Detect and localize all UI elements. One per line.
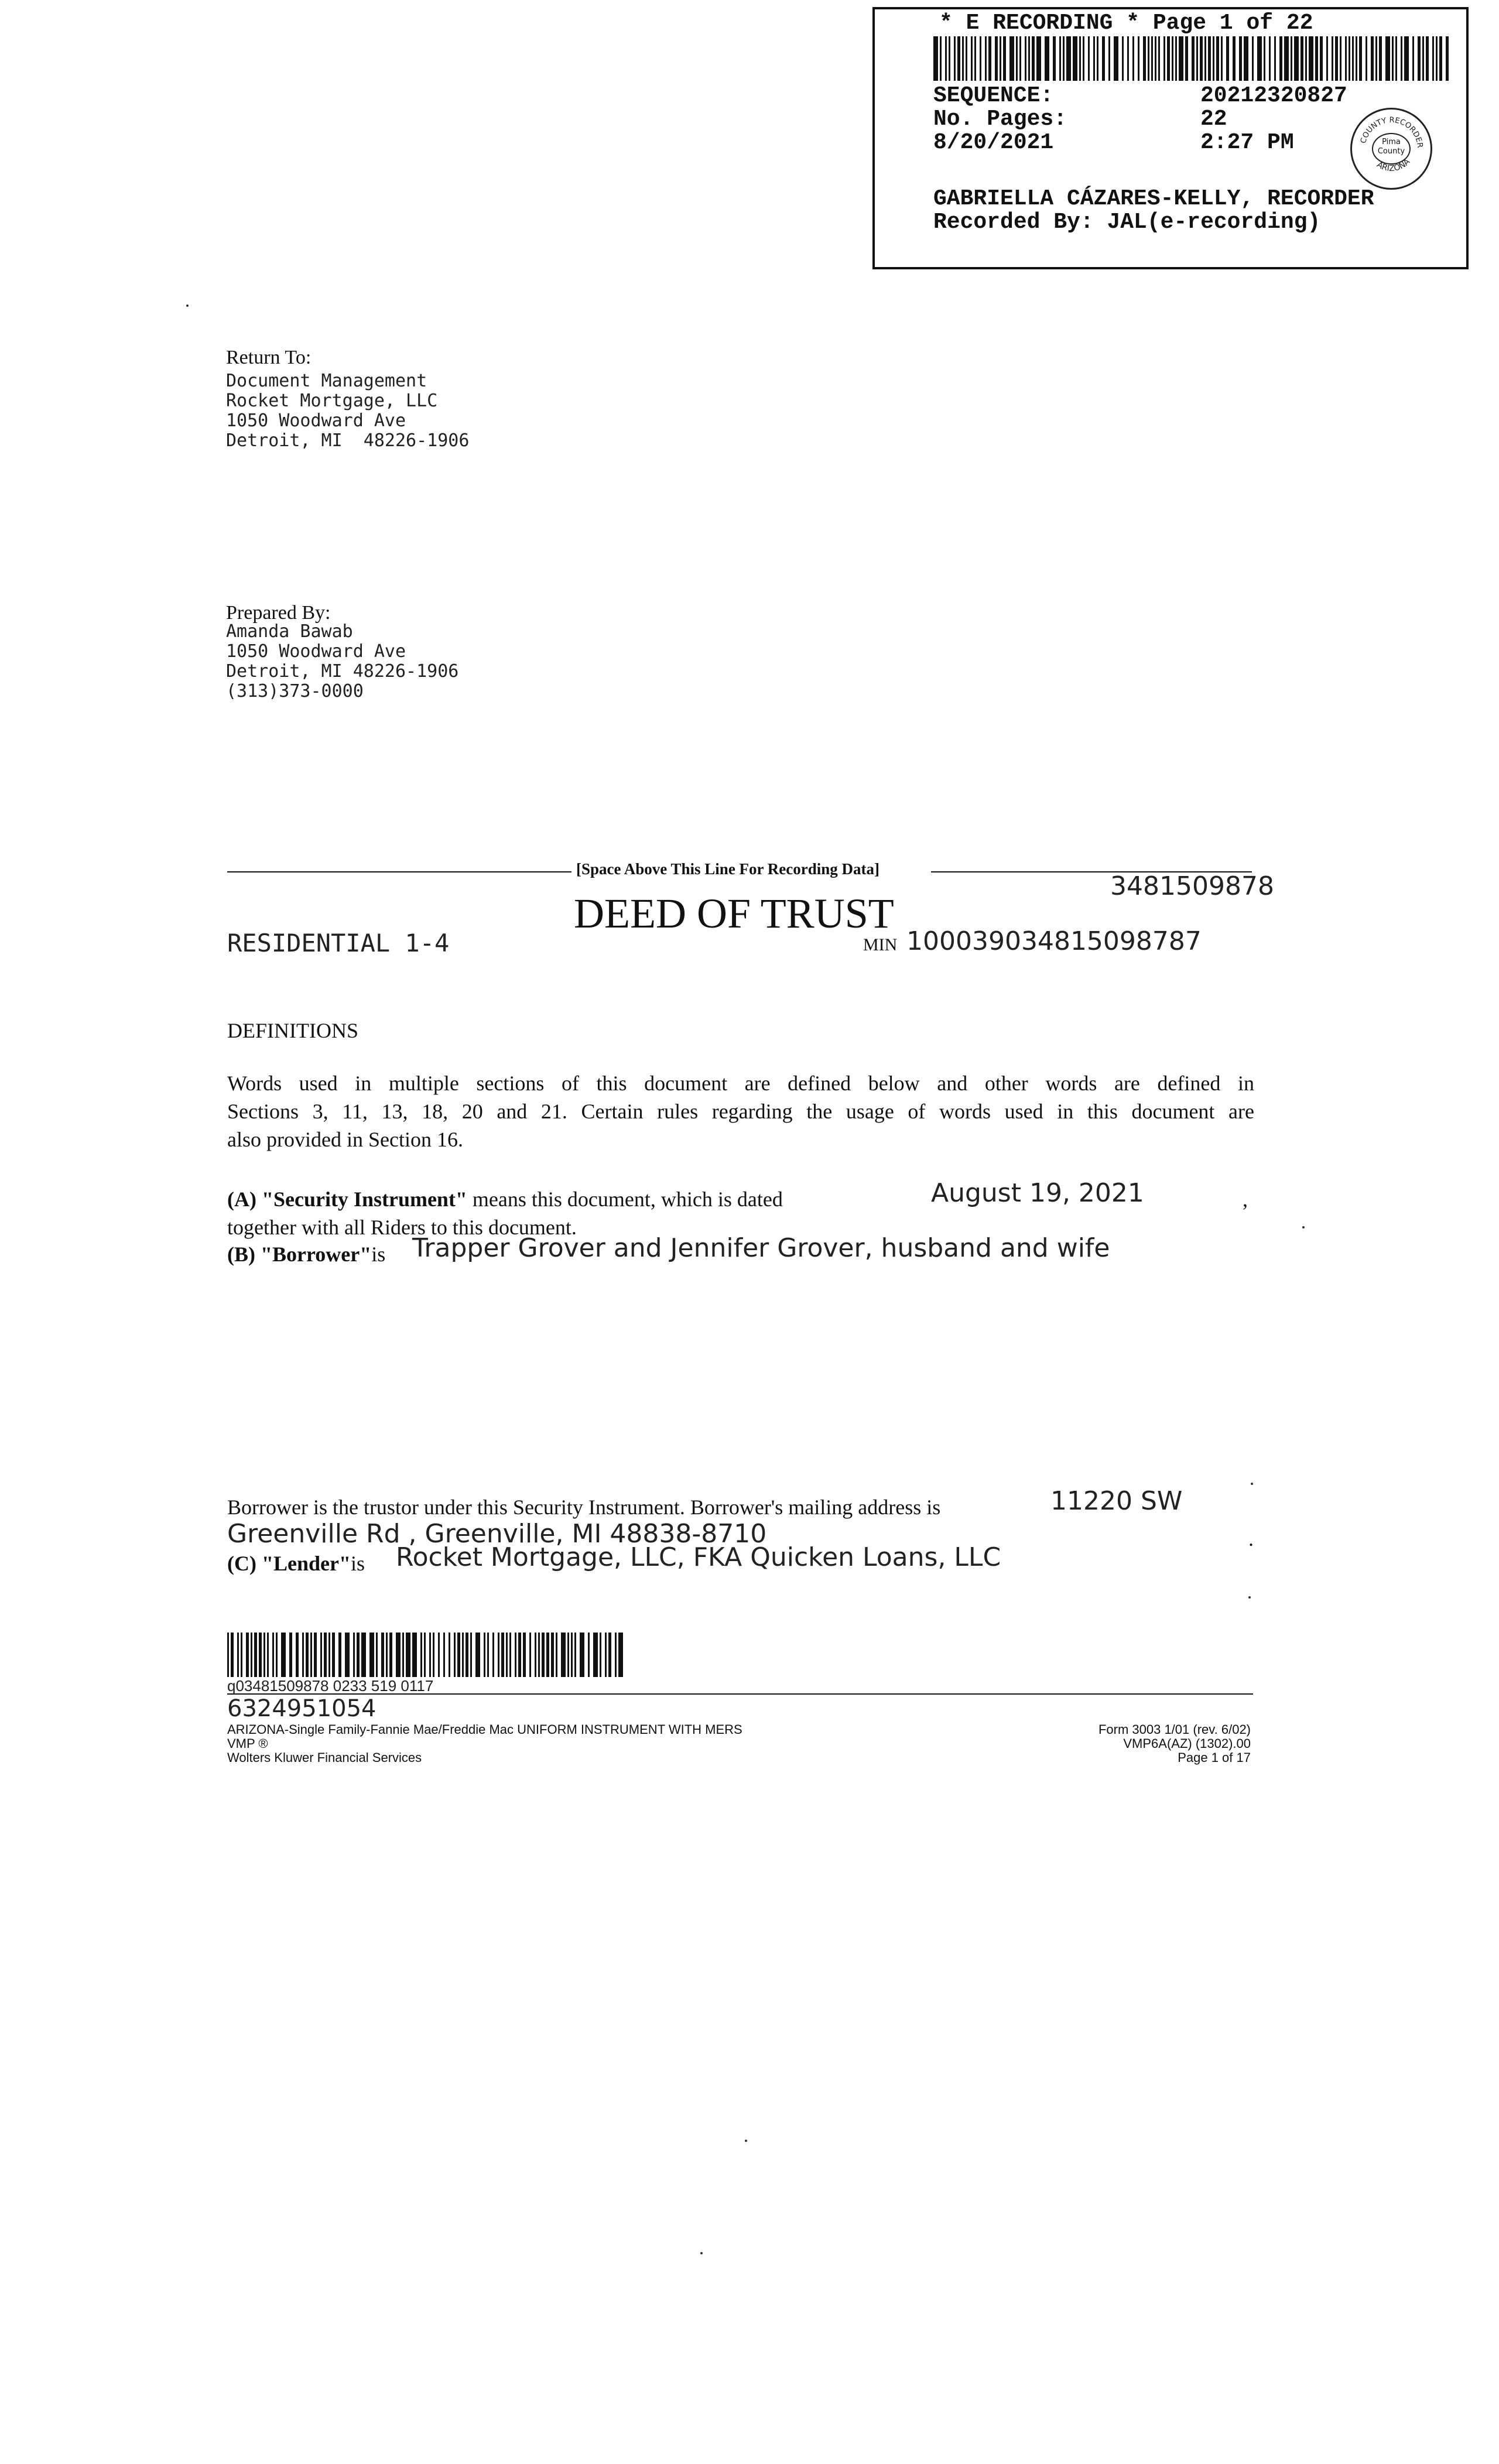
scan-speck (1248, 1596, 1251, 1599)
record-time: 2:27 PM (1200, 130, 1294, 155)
barcode-bar (1436, 36, 1438, 81)
barcode-bar (618, 1633, 623, 1677)
barcode-bar (1412, 36, 1414, 81)
barcode-bar (506, 1633, 508, 1677)
barcode-bar (267, 1633, 269, 1677)
barcode-bar (1172, 36, 1173, 81)
def-b-label: (B) "Borrower" (227, 1243, 372, 1266)
barcode-bar (940, 36, 942, 81)
barcode-bar (1269, 36, 1271, 81)
barcode-bar (259, 1633, 262, 1677)
footer-doc-number: 6324951054 (227, 1695, 377, 1722)
barcode-bar (449, 1633, 450, 1677)
barcode-bar (254, 1633, 257, 1677)
barcode-bar (1395, 36, 1397, 81)
barcode-bar (1252, 36, 1254, 81)
barcode-bar (324, 1633, 327, 1677)
barcode-bar (1155, 36, 1156, 81)
barcode-bar (1422, 36, 1424, 81)
record-date: 8/20/2021 (933, 130, 1054, 155)
barcode-bar (328, 1633, 330, 1677)
barcode-bar (498, 1633, 499, 1677)
stamp-barcode (933, 36, 1449, 81)
borrower-address-line2: Greenville Rd , Greenville, MI 48838-8710 (227, 1519, 767, 1549)
residential-label: RESIDENTIAL 1-4 (227, 929, 450, 957)
barcode-bar (345, 1633, 350, 1677)
barcode-bar (571, 1633, 573, 1677)
barcode-bar (1226, 36, 1229, 81)
barcode-bar (1114, 36, 1118, 81)
prepared-by-line: Detroit, MI 48226-1906 (226, 661, 459, 682)
barcode-bar (438, 1633, 440, 1677)
borrower-trustor-text: Borrower is the trustor under this Security Instrument. Borrower's mailing address is (227, 1495, 941, 1519)
scan-speck (745, 2140, 747, 2142)
return-to-line: Detroit, MI 48226-1906 (226, 430, 470, 451)
barcode-bar (1127, 36, 1129, 81)
barcode-bar (1079, 36, 1081, 81)
barcode-bar (1349, 36, 1350, 81)
barcode-bar (608, 1633, 611, 1677)
barcode-bar (556, 1633, 557, 1677)
barcode-bar (1305, 36, 1307, 81)
barcode-bar (1291, 36, 1292, 81)
barcode-bar (470, 1633, 472, 1677)
barcode-bar (580, 1633, 584, 1677)
barcode-bar (241, 1633, 242, 1677)
barcode-bar (1352, 36, 1354, 81)
barcode-bar (1335, 36, 1338, 81)
barcode-bar (561, 1633, 566, 1677)
barcode-bar (1446, 36, 1449, 81)
barcode-bar (1439, 36, 1442, 81)
barcode-bar (310, 1633, 312, 1677)
return-to-line: Document Management (226, 371, 427, 391)
barcode-bar (402, 1633, 404, 1677)
barcode-bar (600, 1633, 601, 1677)
barcode-bar (1294, 36, 1299, 81)
barcode-bar (296, 1633, 299, 1677)
barcode-bar (1356, 36, 1357, 81)
barcode-bar (1122, 36, 1124, 81)
barcode-bar (1143, 36, 1146, 81)
barcode-bar (263, 1633, 265, 1677)
barcode-bar (1309, 36, 1313, 81)
barcode-bar (518, 1633, 521, 1677)
barcode-bar (276, 1633, 278, 1677)
def-c-is: is (350, 1552, 365, 1575)
barcode-bar (1185, 36, 1188, 81)
barcode-bar (1102, 36, 1105, 81)
def-a-label: (A) "Security Instrument" (227, 1187, 467, 1211)
barcode-bar (412, 1633, 417, 1677)
footer-form-title: ARIZONA-Single Family-Fannie Mae/Freddie Mac UNIFORM INSTRUMENT WITH MERS (227, 1722, 742, 1737)
barcode-bar (995, 36, 998, 81)
barcode-bar (1132, 36, 1134, 81)
barcode-bar (1340, 36, 1341, 81)
barcode-bar (1216, 36, 1219, 81)
barcode-bar (1418, 36, 1421, 81)
barcode-bar (251, 1633, 252, 1677)
barcode-bar (509, 1633, 511, 1677)
sequence-label: SEQUENCE: (933, 83, 1054, 108)
pages-value: 22 (1200, 107, 1227, 132)
barcode-bar (281, 1633, 286, 1677)
barcode-bar (332, 1633, 335, 1677)
scan-speck (1251, 1483, 1253, 1485)
prepared-by-line: (313)373-0000 (226, 681, 364, 701)
barcode-bar (933, 36, 938, 81)
barcode-bar (424, 1633, 426, 1677)
barcode-bar (1315, 36, 1318, 81)
min-label: MIN (863, 935, 898, 954)
barcode-bar (1371, 36, 1374, 81)
barcode-bar (1000, 36, 1001, 81)
def-b-value: Trapper Grover and Jennifer Grover, husband and wife (412, 1233, 1110, 1263)
barcode-bar (551, 1633, 554, 1677)
barcode-bar (1320, 36, 1323, 81)
seal-center: Pima County (1372, 133, 1411, 165)
barcode-bar (542, 1633, 545, 1677)
barcode-bar (1059, 36, 1061, 81)
barcode-bar (369, 1633, 374, 1677)
barcode-bar (1264, 36, 1265, 81)
def-a-row (227, 1185, 783, 1213)
barcode-bar (1003, 36, 1006, 81)
barcode-bar (353, 1633, 355, 1677)
definitions-heading: DEFINITIONS (227, 1019, 358, 1042)
barcode-bar (361, 1633, 366, 1677)
def-a-text: means this document, which is dated (472, 1187, 783, 1211)
barcode-bar (1108, 36, 1110, 81)
barcode-bar (420, 1633, 422, 1677)
scan-speck (700, 2252, 703, 2254)
barcode-bar (1284, 36, 1289, 81)
barcode-bar (1332, 36, 1333, 81)
barcode-bar (406, 1633, 410, 1677)
barcode-bar (962, 36, 964, 81)
barcode-bar (1239, 36, 1242, 81)
barcode-bar (1036, 36, 1041, 81)
barcode-bar (588, 1633, 590, 1677)
barcode-bar (246, 1633, 249, 1677)
def-a-comma: , (1243, 1187, 1248, 1211)
barcode-bar (957, 36, 960, 81)
barcode-bar (272, 1633, 274, 1677)
seal-bottom-text: ARIZONA (1375, 157, 1412, 173)
barcode-bar (433, 1633, 434, 1677)
recording-data-note: [Space Above This Line For Recording Data] (576, 860, 880, 878)
document-title: DEED OF TRUST (574, 890, 894, 937)
barcode-bar (501, 1633, 504, 1677)
barcode-bar (338, 1633, 341, 1677)
barcode-bar (454, 1633, 456, 1677)
barcode-bar (1244, 36, 1248, 81)
pages-label: No. Pages: (933, 107, 1067, 132)
barcode-bar (1379, 36, 1382, 81)
return-to-line: 1050 Woodward Ave (226, 410, 406, 431)
barcode-bar (1088, 36, 1090, 81)
barcode-bar (1138, 36, 1139, 81)
footer-page-number: Page 1 of 17 (1178, 1750, 1251, 1765)
loan-number: 3481509878 (1110, 871, 1274, 901)
barcode-bar (389, 1633, 392, 1677)
barcode-bar (1365, 36, 1367, 81)
barcode-bar (971, 36, 973, 81)
barcode-bar (443, 1633, 445, 1677)
barcode-bar (1404, 36, 1409, 81)
barcode-bar (615, 1633, 617, 1677)
def-c-label: (C) "Lender" (227, 1552, 351, 1575)
barcode-bar (457, 1633, 460, 1677)
prepared-by-line: Amanda Bawab (226, 621, 353, 642)
barcode-bar (237, 1633, 239, 1677)
barcode-bar (320, 1633, 322, 1677)
barcode-bar (1158, 36, 1160, 81)
recording-rule-left (227, 871, 571, 872)
borrower-address-line1: 11220 SW (1050, 1486, 1183, 1516)
barcode-bar (1401, 36, 1402, 81)
barcode-bar (535, 1633, 536, 1677)
barcode-bar (1179, 36, 1183, 81)
barcode-bar (1025, 36, 1026, 81)
barcode-bar (1233, 36, 1236, 81)
recording-stamp (872, 7, 1469, 269)
barcode-bar (567, 1633, 569, 1677)
barcode-bar (1083, 36, 1084, 81)
return-to-line: Rocket Mortgage, LLC (226, 391, 438, 411)
barcode-bar (1167, 36, 1170, 81)
barcode-bar (574, 1633, 576, 1677)
barcode-bar (231, 1633, 234, 1677)
barcode-bar (988, 36, 991, 81)
barcode-bar (1175, 36, 1177, 81)
barcode-bar (1300, 36, 1303, 81)
sequence-value: 20212320827 (1200, 83, 1347, 108)
barcode-bar (1063, 36, 1065, 81)
footer-barcode-text: q03481509878 0233 519 0117 (227, 1677, 434, 1695)
barcode-bar (1274, 36, 1276, 81)
min-value: 100039034815098787 (906, 926, 1202, 956)
barcode-bar (429, 1633, 431, 1677)
barcode-bar (386, 1633, 388, 1677)
footer-vmp-code: VMP6A(AZ) (1302).00 (1123, 1736, 1251, 1751)
barcode-bar (381, 1633, 384, 1677)
barcode-bar (1385, 36, 1390, 81)
barcode-bar (1045, 36, 1049, 81)
prepared-by-heading: Prepared By: (226, 602, 331, 624)
barcode-bar (1163, 36, 1165, 81)
seal-top-text: COUNTY RECORDER (1359, 115, 1425, 149)
barcode-bar (1359, 36, 1362, 81)
barcode-bar (1053, 36, 1056, 81)
barcode-bar (1016, 36, 1018, 81)
def-a-continuation: together with all Riders to this document. (227, 1216, 577, 1239)
barcode-bar (289, 1633, 292, 1677)
barcode-bar (1066, 36, 1071, 81)
footer-barcode (227, 1633, 629, 1677)
stamp-header: * E RECORDING * Page 1 of 22 (939, 11, 1313, 36)
barcode-bar (462, 1633, 464, 1677)
barcode-bar (1028, 36, 1030, 81)
barcode-bar (515, 1633, 516, 1677)
barcode-bar (966, 36, 967, 81)
barcode-bar (484, 1633, 485, 1677)
barcode-bar (314, 1633, 317, 1677)
barcode-bar (1151, 36, 1153, 81)
barcode-bar (1200, 36, 1203, 81)
barcode-bar (1032, 36, 1035, 81)
barcode-bar (954, 36, 956, 81)
barcode-bar (357, 1633, 360, 1677)
barcode-bar (302, 1633, 304, 1677)
footer-form-number: Form 3003 1/01 (rev. 6/02) (1098, 1722, 1251, 1737)
barcode-bar (1009, 36, 1014, 81)
barcode-bar (1392, 36, 1394, 81)
barcode-bar (523, 1633, 526, 1677)
barcode-bar (1279, 36, 1282, 81)
scan-speck (1302, 1226, 1305, 1228)
barcode-bar (396, 1633, 401, 1677)
def-c-value: Rocket Mortgage, LLC, FKA Quicken Loans, LLC (396, 1542, 1001, 1572)
barcode-bar (949, 36, 950, 81)
barcode-bar (1375, 36, 1377, 81)
barcode-bar (1204, 36, 1206, 81)
barcode-bar (306, 1633, 309, 1677)
barcode-bar (227, 1633, 229, 1677)
scan-speck (186, 304, 189, 307)
barcode-bar (538, 1633, 540, 1677)
def-b-row (227, 1240, 385, 1268)
prepared-by-address (226, 622, 458, 701)
barcode-bar (1097, 36, 1098, 81)
barcode-bar (546, 1633, 549, 1677)
barcode-bar (1257, 36, 1262, 81)
barcode-bar (945, 36, 947, 81)
def-a-date: August 19, 2021 (931, 1178, 1144, 1208)
barcode-bar (980, 36, 981, 81)
barcode-bar (1432, 36, 1434, 81)
return-to-heading: Return To: (226, 347, 312, 368)
barcode-bar (1192, 36, 1195, 81)
barcode-bar (1345, 36, 1347, 81)
definitions-line: also provided in Section 16. (227, 1128, 463, 1151)
footer-vmp: VMP ® (227, 1736, 268, 1751)
footer-publisher: Wolters Kluwer Financial Services (227, 1750, 422, 1765)
footer-rule (227, 1693, 1253, 1695)
recorder-name: GABRIELLA CÁZARES-KELLY, RECORDER (933, 186, 1374, 211)
borrower-address-period: . (1248, 1527, 1254, 1551)
barcode-bar (1221, 36, 1223, 81)
county-seal-icon (1350, 108, 1432, 190)
barcode-bar (974, 36, 976, 81)
barcode-bar (529, 1633, 531, 1677)
recorded-by: Recorded By: JAL(e-recording) (933, 210, 1321, 235)
definitions-line: Sections 3, 11, 13, 18, 20 and 21. Certain rules regarding the usage of words used in this document are (227, 1100, 1254, 1123)
barcode-bar (1213, 36, 1214, 81)
return-to-address (226, 371, 469, 451)
definitions-line: Words used in multiple sections of this document are defined below and other words are defined in (227, 1072, 1254, 1095)
barcode-bar (1426, 36, 1429, 81)
definitions-paragraph (227, 1069, 1254, 1154)
barcode-bar (1093, 36, 1095, 81)
barcode-bar (605, 1633, 607, 1677)
def-c-row (227, 1549, 365, 1577)
barcode-bar (1073, 36, 1077, 81)
prepared-by-line: 1050 Woodward Ave (226, 641, 406, 662)
barcode-bar (1019, 36, 1021, 81)
def-b-is: is (371, 1243, 386, 1266)
barcode-bar (1196, 36, 1198, 81)
barcode-bar (492, 1633, 494, 1677)
barcode-bar (1208, 36, 1211, 81)
barcode-bar (466, 1633, 468, 1677)
barcode-bar (1148, 36, 1149, 81)
barcode-bar (1326, 36, 1328, 81)
barcode-bar (376, 1633, 378, 1677)
barcode-bar (475, 1633, 480, 1677)
barcode-bar (593, 1633, 598, 1677)
barcode-bar (985, 36, 987, 81)
barcode-bar (487, 1633, 489, 1677)
